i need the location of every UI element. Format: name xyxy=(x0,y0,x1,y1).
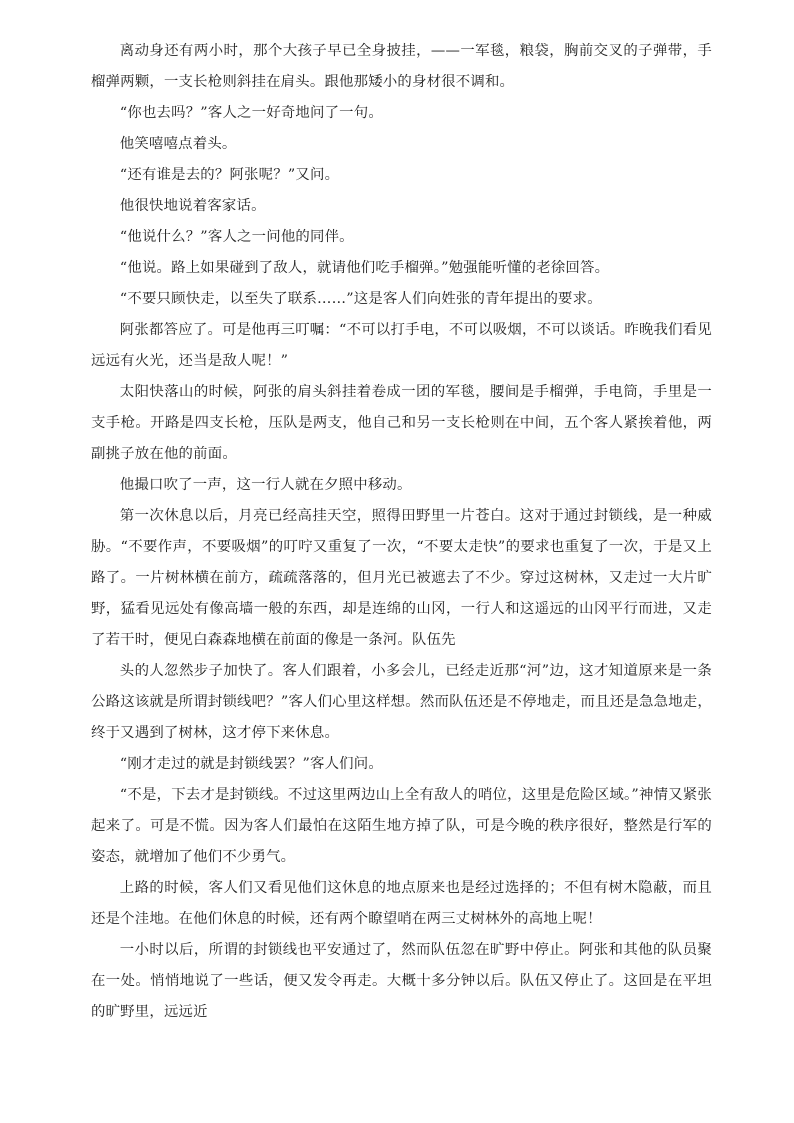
paragraph-3: 他笑嘻嘻点着头。 xyxy=(119,136,237,152)
paragraph-11: 他撮口吹了一声，这一行人就在夕照中移动。 xyxy=(119,477,412,493)
paragraph-2: “你也去吗？”客人之一好奇地问了一句。 xyxy=(119,105,383,121)
paragraph-12: 第一次休息以后，月亮已经高挂天空，照得田野里一片苍白。这对于通过封锁线，是一种威胁。“不要作声，不要吸烟”的叮咛又重复了一次，“不要太走快”的要求也重复了一次，于是又上路了。一片树林横在前方，疏疏落落的，但月光已被遮去了不少。穿过这树林，又走过一大片旷野，猛看见远处有像高墙一般的东西，却是连绵的山冈，一行人和这遥远的山冈平行而进，又走了若干时，便见白森森地横在前面的像是一条河。队伍先 xyxy=(91,508,712,648)
paragraph-8: “不要只顾快走，以至失了联系……”这是客人们向姓张的青年提出的要求。 xyxy=(119,291,602,307)
paragraph-1: 离动身还有两小时，那个大孩子早已全身披挂，——一军毯，粮袋，胸前交叉的子弹带，手榴弹两颗，一支长枪则斜挂在肩头。跟他那矮小的身材很不调和。 xyxy=(91,43,712,90)
paragraph-4: “还有谁是去的？阿张呢？”又问。 xyxy=(119,167,340,183)
paragraph-14: “刚才走过的就是封锁线罢？”客人们问。 xyxy=(119,756,383,772)
paragraph-5: 他很快地说着客家话。 xyxy=(119,198,266,214)
paragraph-15: “不是，下去才是封锁线。不过这里两边山上全有敌人的哨位，这里是危险区域。”神情又紧张起来了。可是不慌。因为客人们最怕在这陌生地方掉了队，可是今晚的秩序很好，整然是行军的姿态，就增加了他们不少勇气。 xyxy=(91,787,712,865)
paragraph-9: 阿张都答应了。可是他再三叮嘱：“不可以打手电，不可以吸烟，不可以谈话。昨晚我们看见远远有火光，还当是敌人呢！” xyxy=(91,322,712,369)
paragraph-16: 上路的时候，客人们又看见他们这休息的地点原来也是经过选择的；不但有树木隐蔽，而且还是个洼地。在他们休息的时候，还有两个瞭望哨在两三丈树林外的高地上呢！ xyxy=(91,880,712,927)
paragraph-7: “他说。路上如果碰到了敌人，就请他们吃手榴弹。”勉强能听懂的老徐回答。 xyxy=(119,260,610,276)
paragraph-17: 一小时以后，所谓的封锁线也平安通过了，然而队伍忽在旷野中停止。阿张和其他的队员聚在一处。悄悄地说了一些话，便又发令再走。大概十多分钟以后。队伍又停止了。这回是在平坦的旷野里，远远近 xyxy=(91,942,712,1020)
paragraph-10: 太阳快落山的时候，阿张的肩头斜挂着卷成一团的军毯，腰间是手榴弹，手电筒，手里是一支手枪。开路是四支长枪，压队是两支，他自己和另一支长枪则在中间，五个客人紧挨着他，两副挑子放在他的前面。 xyxy=(91,384,712,462)
paragraph-13: 头的人忽然步子加快了。客人们跟着，小多会儿，已经走近那“河”边，这才知道原来是一条公路这该就是所谓封锁线吧？”客人们心里这样想。然而队伍还是不停地走，而且还是急急地走，终于又遇到了树林，这才停下来休息。 xyxy=(91,663,712,741)
paragraph-6: “他说什么？”客人之一问他的同伴。 xyxy=(119,229,354,245)
